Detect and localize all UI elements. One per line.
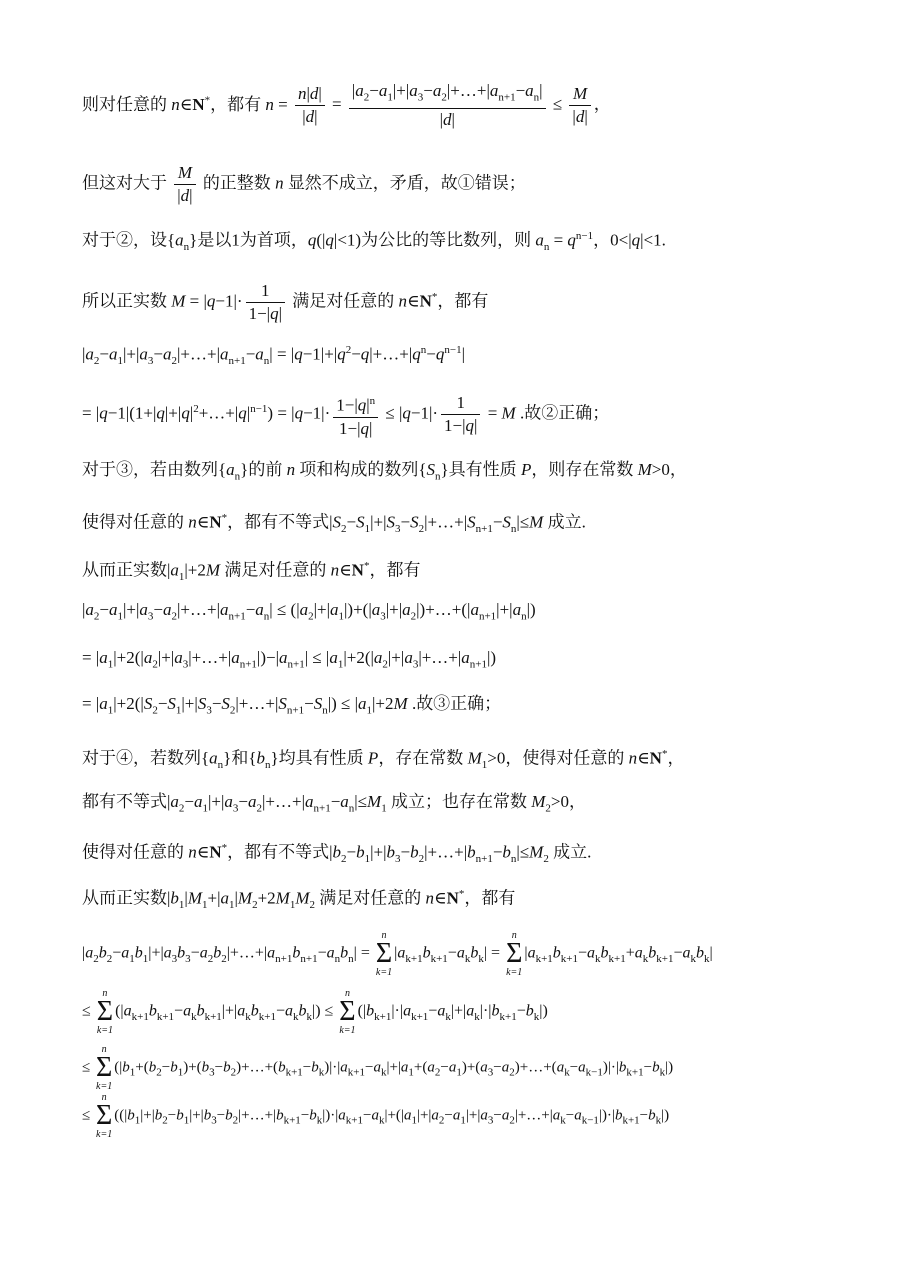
text-line-3: 对于②，设$\{a_n\}$是以1为首项，q(|q|<1)为公比的等比数列，则 $a_n = q^{n-1}$，0<|q|<1.: [82, 230, 666, 254]
text-line-15: 使得对任意的 n∈N*，都有不等式$|b_2-b_1|+|b_3-b_2|+\dots+|b_{n+1}-b_n|\le M_2$ 成立.: [82, 842, 592, 866]
text-line-19: ≤ n Σ k=1 $(|b_1+(b_2-b_1)+(b_3-b_2)+\dots+(b_{k+1}-b_k)|\cdot|a_{k+1}-a_k|+|a_1+(a_2-a_1)+(a_3-a_2)+\dots+(a_k-a_{k-1})|\cdot|b_{k+1}-b_k|)$: [82, 1044, 674, 1092]
text-line-7: 对于③，若由数列$\{a_n\}$的前 n 项和构成的数列$\{S_n\}$具有性质 P，则存在常数 M>0，: [82, 460, 687, 483]
text-line-14: 都有不等式$|a_2-a_1|+|a_3-a_2|+\dots+|a_{n+1}-a_n|\le M_1$ 成立；也存在常数 $M_2>0$，: [82, 792, 586, 815]
text-line-2: 但这对大于 $\frac{M}{|d|}$ 的正整数 n 显然不成立，矛盾，故①错误；: [82, 163, 526, 205]
text-line-12: = $|a_1|+2(|S_2-S_1|+|S_3-S_2|+\dots+|S_{n+1}-S_n|) \le |a_1|+2M$ .故③正确；: [82, 694, 502, 717]
text-line-5: $|a_2-a_1|+|a_3-a_2|+\dots+|a_{n+1}-a_n|$ = $|q-1|+|q^2-q|+\dots+|q^n-q^{n-1}|$: [82, 344, 465, 368]
text-line-20: ≤ n Σ k=1 $((|b_1|+|b_2-b_1|+|b_3-b_2|+\dots+|b_{k+1}-b_k|)\cdot|a_{k+1}-a_k|+(|a_1|+|a_2-a_1|+|a_3-a_2|+\dots+|a_k-a_{k-1}|)\cdot|b_{k+1}-b_k|)$: [82, 1092, 670, 1140]
text-line-17: $|a_2b_2-a_1b_1|+|a_3b_3-a_2b_2|+\dots+|a_{n+1}b_{n+1}-a_nb_n|$ = n Σ k=1 $|a_{k+1}b_{k+1}-a_kb_k|$ = n Σ k=1 $|a_{k+1}b_{k+1}-a_kb_{k+1}+a_kb_{k+1}-a_kb_k|$: [82, 930, 713, 978]
text-line-10: $|a_2-a_1|+|a_3-a_2|+\dots+|a_{n+1}-a_n|$ ≤ $(|a_2|+|a_1|)+(|a_3|+|a_2|)+\dots+(|a_{n+1}|+|a_n|)$: [82, 600, 536, 623]
text-line-16: 从而正实数$|b_1|M_1+|a_1|M_2+2M_1M_2$ 满足对任意的 n∈N*，都有: [82, 888, 516, 912]
text-line-6: = $|q-1|(1+|q|+|q|^2+\dots+|q|^{n-1}) = |q-1|\cdot$ $\frac{1-|q|^n}{1-|q|}$ ≤ |q−1|· $\frac{1}{1-|q|}$ = M .故②正确；: [82, 390, 609, 440]
text-line-1: 则对任意的 n∈N*，都有 n = $\frac{n|d|}{|d|}$ = $\frac{|a_2-a_1|+|a_3-a_2|+\dots+|a_{n+1}-a_n|}{|d|}$ ≤ $\frac{M}{|d|}$ ，: [82, 81, 611, 130]
text-line-4: 所以正实数 M = |q−1|· $\frac{1}{1-|q|}$ 满足对任意的 n∈N*，都有: [82, 281, 489, 323]
line-1-text-a: 则对任意的 n∈N*，都有 n =: [82, 93, 292, 114]
text-line-9: 从而正实数$|a_1|+2M$ 满足对任意的 n∈N*，都有: [82, 560, 421, 584]
text-line-8: 使得对任意的 n∈N*，都有不等式$|S_2-S_1|+|S_3-S_2|+\dots+|S_{n+1}-S_n|\le M$ 成立.: [82, 512, 586, 536]
text-line-18: ≤ n Σ k=1 $(|a_{k+1}b_{k+1}-a_kb_{k+1}|+|a_kb_{k+1}-a_kb_k|)$ ≤ n Σ k=1 $(|b_{k+1}|\cdot|a_{k+1}-a_k|+|a_k|\cdot|b_{k+1}-b_k|)$: [82, 988, 548, 1036]
text-line-13: 对于④，若数列$\{a_n\}$和$\{b_n\}$均具有性质 P，存在常数 $M_1>0$，使得对任意的 n∈N*，: [82, 748, 685, 772]
text-line-11: = $|a_1|+2(|a_2|+|a_3|+\dots+|a_{n+1}|)-|a_{n+1}|$ ≤ $|a_1|+2(|a_2|+|a_3|+\dots+|a_{n+1}|)$: [82, 648, 497, 671]
